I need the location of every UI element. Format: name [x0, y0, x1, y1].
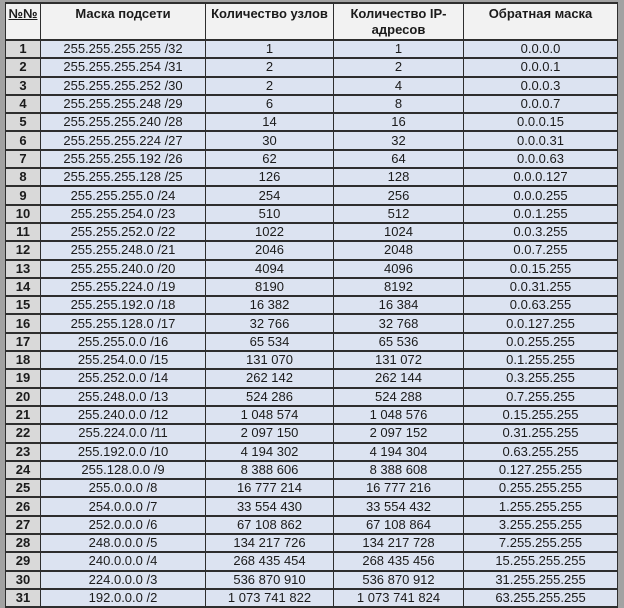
row-number-cell: 2 — [6, 58, 41, 76]
table-row — [6, 406, 618, 424]
host-count-cell: 4 194 302 — [206, 443, 334, 461]
subnet-mask-cell: 255.254.0.0 /15 — [41, 351, 206, 369]
ip-count-cell: 268 435 456 — [334, 552, 464, 570]
ip-count-cell: 8 388 608 — [334, 461, 464, 479]
subnet-mask-cell: 255.240.0.0 /12 — [41, 406, 206, 424]
subnet-mask-cell: 255.255.128.0 /17 — [41, 314, 206, 332]
subnet-mask-cell: 255.255.255.128 /25 — [41, 168, 206, 186]
row-number-cell: 20 — [6, 388, 41, 406]
host-count-cell: 30 — [206, 131, 334, 149]
host-count-cell: 65 534 — [206, 333, 334, 351]
ip-count-cell: 65 536 — [334, 333, 464, 351]
wildcard-mask-cell: 0.0.15.255 — [464, 260, 618, 278]
ip-count-cell: 64 — [334, 150, 464, 168]
row-number-cell: 1 — [6, 40, 41, 58]
ip-count-cell: 8 — [334, 95, 464, 113]
host-count-cell: 6 — [206, 95, 334, 113]
wildcard-mask-cell: 0.0.0.1 — [464, 58, 618, 76]
row-number-cell: 12 — [6, 241, 41, 259]
row-number-cell: 7 — [6, 150, 41, 168]
table-row — [6, 369, 618, 387]
subnet-mask-cell: 254.0.0.0 /7 — [41, 497, 206, 515]
wildcard-mask-cell: 0.0.0.255 — [464, 186, 618, 204]
row-number-cell: 19 — [6, 369, 41, 387]
wildcard-mask-cell: 0.0.0.31 — [464, 131, 618, 149]
ip-count-cell: 67 108 864 — [334, 516, 464, 534]
row-number-cell: 28 — [6, 534, 41, 552]
wildcard-mask-cell: 0.3.255.255 — [464, 369, 618, 387]
row-number-cell: 31 — [6, 589, 41, 607]
ip-count-cell: 32 — [334, 131, 464, 149]
table-header — [6, 3, 618, 40]
header-row — [6, 3, 618, 40]
header-subnet-mask: Маска подсети — [41, 3, 206, 40]
wildcard-mask-cell: 0.63.255.255 — [464, 443, 618, 461]
wildcard-mask-cell: 0.15.255.255 — [464, 406, 618, 424]
subnet-mask-cell: 255.224.0.0 /11 — [41, 424, 206, 442]
wildcard-mask-cell: 15.255.255.255 — [464, 552, 618, 570]
ip-count-cell: 4 194 304 — [334, 443, 464, 461]
table-row — [6, 571, 618, 589]
header-wildcard-mask: Обратная маска — [464, 3, 618, 40]
row-number-cell: 5 — [6, 113, 41, 131]
row-number-cell: 23 — [6, 443, 41, 461]
subnet-mask-cell: 255.255.255.254 /31 — [41, 58, 206, 76]
subnet-table-container — [5, 2, 618, 608]
subnet-mask-cell: 255.255.255.248 /29 — [41, 95, 206, 113]
host-count-cell: 2 — [206, 58, 334, 76]
row-number-cell: 15 — [6, 296, 41, 314]
host-count-cell: 67 108 862 — [206, 516, 334, 534]
ip-count-cell: 2048 — [334, 241, 464, 259]
ip-count-cell: 262 144 — [334, 369, 464, 387]
ip-count-cell: 134 217 728 — [334, 534, 464, 552]
ip-count-cell: 4096 — [334, 260, 464, 278]
table-row — [6, 424, 618, 442]
ip-count-cell: 16 777 216 — [334, 479, 464, 497]
table-body — [6, 40, 618, 607]
subnet-mask-cell: 248.0.0.0 /5 — [41, 534, 206, 552]
header-host-count: Количество узлов — [206, 3, 334, 40]
subnet-mask-cell: 255.255.255.255 /32 — [41, 40, 206, 58]
wildcard-mask-cell: 0.255.255.255 — [464, 479, 618, 497]
host-count-cell: 16 777 214 — [206, 479, 334, 497]
wildcard-mask-cell: 1.255.255.255 — [464, 497, 618, 515]
row-number-cell: 29 — [6, 552, 41, 570]
ip-count-cell: 1 048 576 — [334, 406, 464, 424]
table-row — [6, 443, 618, 461]
table-row — [6, 516, 618, 534]
wildcard-mask-cell: 0.0.0.3 — [464, 77, 618, 95]
table-row — [6, 497, 618, 515]
host-count-cell: 254 — [206, 186, 334, 204]
host-count-cell: 131 070 — [206, 351, 334, 369]
table-row — [6, 241, 618, 259]
row-number-cell: 16 — [6, 314, 41, 332]
ip-count-cell: 128 — [334, 168, 464, 186]
ip-count-cell: 16 — [334, 113, 464, 131]
table-row — [6, 296, 618, 314]
wildcard-mask-cell: 0.0.0.127 — [464, 168, 618, 186]
host-count-cell: 1022 — [206, 223, 334, 241]
host-count-cell: 510 — [206, 205, 334, 223]
host-count-cell: 2 — [206, 77, 334, 95]
subnet-mask-cell: 255.255.192.0 /18 — [41, 296, 206, 314]
table-row — [6, 150, 618, 168]
host-count-cell: 8 388 606 — [206, 461, 334, 479]
row-number-cell: 26 — [6, 497, 41, 515]
ip-count-cell: 536 870 912 — [334, 571, 464, 589]
row-number-cell: 10 — [6, 205, 41, 223]
wildcard-mask-cell: 0.0.0.15 — [464, 113, 618, 131]
table-row — [6, 388, 618, 406]
wildcard-mask-cell: 0.0.31.255 — [464, 278, 618, 296]
table-row — [6, 351, 618, 369]
table-row — [6, 95, 618, 113]
header-ip-count: Количество IP-адресов — [334, 3, 464, 40]
table-row — [6, 479, 618, 497]
row-number-cell: 30 — [6, 571, 41, 589]
row-number-cell: 22 — [6, 424, 41, 442]
ip-count-cell: 2 — [334, 58, 464, 76]
row-number-cell: 9 — [6, 186, 41, 204]
ip-count-cell: 32 768 — [334, 314, 464, 332]
wildcard-mask-cell: 0.0.63.255 — [464, 296, 618, 314]
ip-count-cell: 1024 — [334, 223, 464, 241]
subnet-mask-cell: 255.252.0.0 /14 — [41, 369, 206, 387]
subnet-mask-cell: 255.0.0.0 /8 — [41, 479, 206, 497]
subnet-mask-cell: 255.255.254.0 /23 — [41, 205, 206, 223]
subnet-mask-cell: 255.255.255.240 /28 — [41, 113, 206, 131]
subnet-mask-cell: 252.0.0.0 /6 — [41, 516, 206, 534]
host-count-cell: 126 — [206, 168, 334, 186]
table-row — [6, 260, 618, 278]
row-number-cell: 17 — [6, 333, 41, 351]
host-count-cell: 4094 — [206, 260, 334, 278]
ip-count-cell: 1 073 741 824 — [334, 589, 464, 607]
table-row — [6, 278, 618, 296]
subnet-mask-cell: 255.255.255.252 /30 — [41, 77, 206, 95]
host-count-cell: 33 554 430 — [206, 497, 334, 515]
wildcard-mask-cell: 0.1.255.255 — [464, 351, 618, 369]
wildcard-mask-cell: 63.255.255.255 — [464, 589, 618, 607]
row-number-cell: 14 — [6, 278, 41, 296]
subnet-mask-cell: 240.0.0.0 /4 — [41, 552, 206, 570]
wildcard-mask-cell: 0.0.3.255 — [464, 223, 618, 241]
table-row — [6, 40, 618, 58]
host-count-cell: 1 — [206, 40, 334, 58]
wildcard-mask-cell: 7.255.255.255 — [464, 534, 618, 552]
subnet-mask-cell: 255.255.255.0 /24 — [41, 186, 206, 204]
table-row — [6, 131, 618, 149]
ip-count-cell: 512 — [334, 205, 464, 223]
host-count-cell: 134 217 726 — [206, 534, 334, 552]
subnet-mask-cell: 255.248.0.0 /13 — [41, 388, 206, 406]
wildcard-mask-cell: 0.0.1.255 — [464, 205, 618, 223]
host-count-cell: 2046 — [206, 241, 334, 259]
host-count-cell: 14 — [206, 113, 334, 131]
host-count-cell: 32 766 — [206, 314, 334, 332]
row-number-cell: 4 — [6, 95, 41, 113]
header-row-number-label: №№ — [8, 6, 38, 21]
wildcard-mask-cell: 31.255.255.255 — [464, 571, 618, 589]
subnet-mask-cell: 255.255.224.0 /19 — [41, 278, 206, 296]
table-row — [6, 552, 618, 570]
table-row — [6, 186, 618, 204]
table-row — [6, 223, 618, 241]
subnet-mask-cell: 255.255.240.0 /20 — [41, 260, 206, 278]
wildcard-mask-cell: 0.0.0.0 — [464, 40, 618, 58]
host-count-cell: 524 286 — [206, 388, 334, 406]
ip-count-cell: 2 097 152 — [334, 424, 464, 442]
subnet-mask-cell: 255.255.252.0 /22 — [41, 223, 206, 241]
table-row — [6, 589, 618, 607]
ip-count-cell: 4 — [334, 77, 464, 95]
host-count-cell: 2 097 150 — [206, 424, 334, 442]
subnet-mask-cell: 255.255.255.192 /26 — [41, 150, 206, 168]
table-row — [6, 77, 618, 95]
wildcard-mask-cell: 3.255.255.255 — [464, 516, 618, 534]
ip-count-cell: 256 — [334, 186, 464, 204]
wildcard-mask-cell: 0.0.127.255 — [464, 314, 618, 332]
table-row — [6, 168, 618, 186]
host-count-cell: 1 073 741 822 — [206, 589, 334, 607]
host-count-cell: 1 048 574 — [206, 406, 334, 424]
subnet-mask-cell: 192.0.0.0 /2 — [41, 589, 206, 607]
subnet-mask-table — [5, 2, 618, 608]
wildcard-mask-cell: 0.0.0.7 — [464, 95, 618, 113]
row-number-cell: 11 — [6, 223, 41, 241]
ip-count-cell: 8192 — [334, 278, 464, 296]
row-number-cell: 21 — [6, 406, 41, 424]
wildcard-mask-cell: 0.7.255.255 — [464, 388, 618, 406]
subnet-mask-cell: 255.192.0.0 /10 — [41, 443, 206, 461]
subnet-mask-cell: 224.0.0.0 /3 — [41, 571, 206, 589]
row-number-cell: 6 — [6, 131, 41, 149]
subnet-mask-cell: 255.255.255.224 /27 — [41, 131, 206, 149]
host-count-cell: 268 435 454 — [206, 552, 334, 570]
wildcard-mask-cell: 0.31.255.255 — [464, 424, 618, 442]
host-count-cell: 536 870 910 — [206, 571, 334, 589]
wildcard-mask-cell: 0.0.0.63 — [464, 150, 618, 168]
host-count-cell: 262 142 — [206, 369, 334, 387]
row-number-cell: 27 — [6, 516, 41, 534]
wildcard-mask-cell: 0.127.255.255 — [464, 461, 618, 479]
ip-count-cell: 16 384 — [334, 296, 464, 314]
subnet-mask-cell: 255.128.0.0 /9 — [41, 461, 206, 479]
ip-count-cell: 524 288 — [334, 388, 464, 406]
host-count-cell: 16 382 — [206, 296, 334, 314]
ip-count-cell: 131 072 — [334, 351, 464, 369]
table-row — [6, 58, 618, 76]
table-row — [6, 314, 618, 332]
subnet-mask-cell: 255.255.0.0 /16 — [41, 333, 206, 351]
table-row — [6, 534, 618, 552]
row-number-cell: 18 — [6, 351, 41, 369]
row-number-cell: 8 — [6, 168, 41, 186]
table-row — [6, 113, 618, 131]
row-number-cell: 24 — [6, 461, 41, 479]
table-row — [6, 461, 618, 479]
row-number-cell: 3 — [6, 77, 41, 95]
row-number-cell: 13 — [6, 260, 41, 278]
ip-count-cell: 1 — [334, 40, 464, 58]
host-count-cell: 62 — [206, 150, 334, 168]
ip-count-cell: 33 554 432 — [334, 497, 464, 515]
subnet-mask-cell: 255.255.248.0 /21 — [41, 241, 206, 259]
wildcard-mask-cell: 0.0.255.255 — [464, 333, 618, 351]
table-row — [6, 205, 618, 223]
row-number-cell: 25 — [6, 479, 41, 497]
table-row — [6, 333, 618, 351]
wildcard-mask-cell: 0.0.7.255 — [464, 241, 618, 259]
header-row-number — [6, 3, 41, 40]
host-count-cell: 8190 — [206, 278, 334, 296]
